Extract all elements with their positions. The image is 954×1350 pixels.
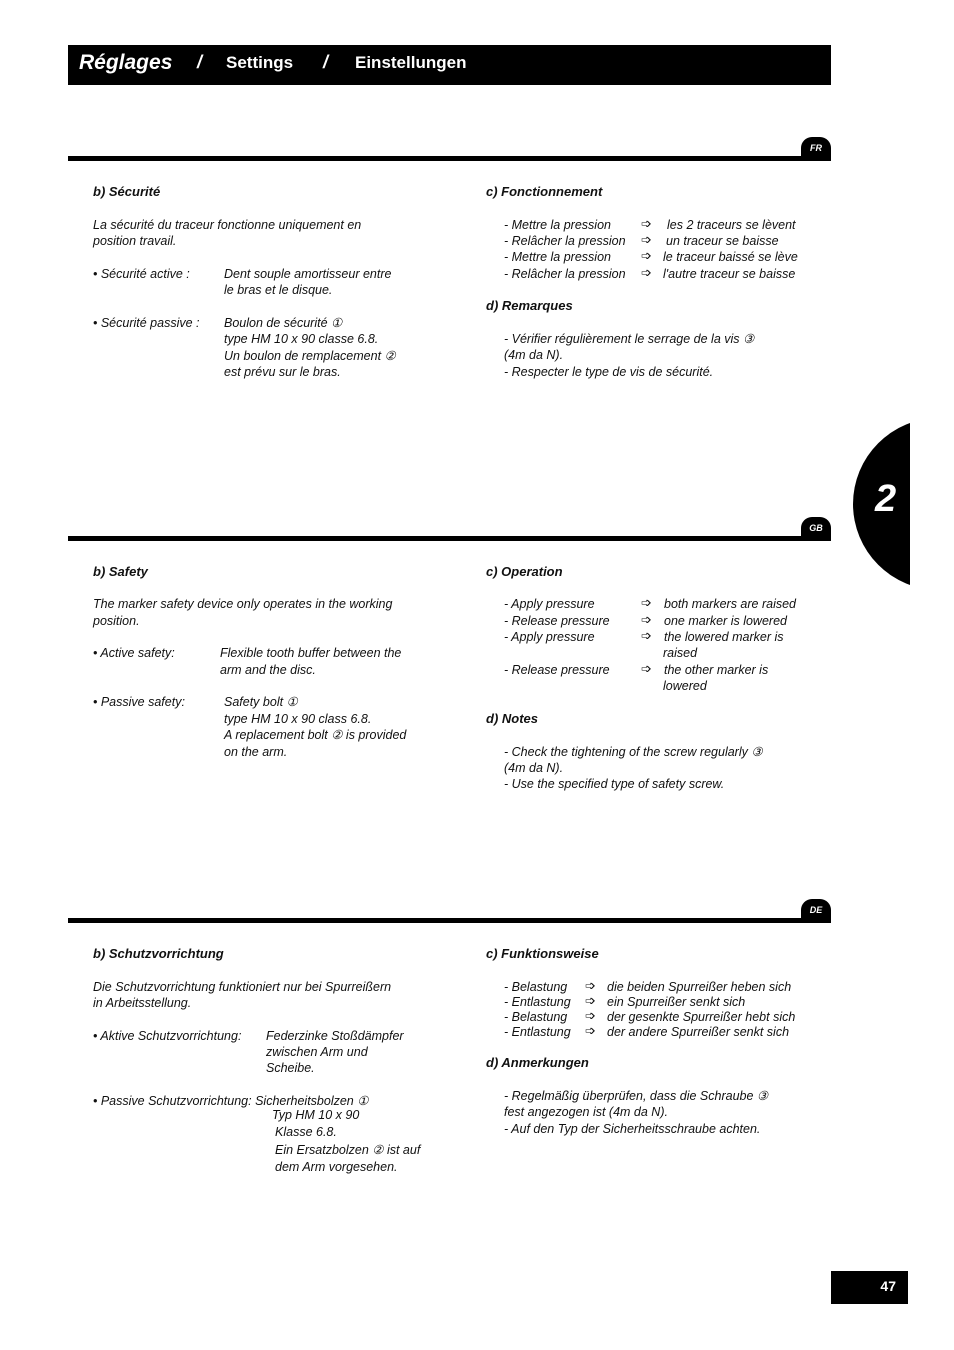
fr-active-desc: le bras et le disque. (224, 283, 333, 297)
header-title-de: Einstellungen (355, 53, 467, 72)
de-active-desc: Federzinke Stoßdämpfer (266, 1029, 404, 1043)
fr-active-desc: Dent souple amortisseur entre (224, 267, 392, 281)
gb-safety-intro: The marker safety device only operates in the working (93, 597, 393, 611)
de-passive-desc: Typ HM 10 x 90 (272, 1108, 360, 1122)
gb-operation-result: both markers are raised (664, 597, 797, 611)
arrow-icon: ➩ (641, 248, 652, 263)
de-function-result: die beiden Spurreißer heben sich (607, 980, 792, 994)
language-tab-de: DE (801, 899, 831, 921)
fr-operation-action: - Mettre la pression (504, 250, 611, 264)
de-passive-label: • Passive Schutzvorrichtung: Sicherheitsbolzen ① (93, 1094, 369, 1108)
chapter-number: 2 (875, 478, 897, 520)
de-function-action: - Entlastung (504, 1025, 571, 1039)
de-function-action: - Entlastung (504, 995, 571, 1009)
header-separator: / (323, 52, 329, 72)
gb-operation-result: raised (663, 646, 698, 660)
header-bar (68, 45, 831, 85)
gb-operation-result: the other marker is (664, 663, 769, 677)
header-title-en: Settings (226, 53, 294, 72)
de-active-desc: Scheibe. (266, 1061, 315, 1075)
gb-note-item: (4m da N). (504, 761, 564, 775)
arrow-icon: ➩ (585, 1008, 596, 1023)
fr-operation-action: - Relâcher la pression (504, 234, 626, 248)
fr-operation-result: le traceur baissé se lève (663, 250, 798, 264)
fr-passive-desc: Boulon de sécurité ① (224, 316, 343, 330)
gb-note-item: - Check the tightening of the screw regularly ③ (504, 745, 763, 759)
fr-remark-item: - Vérifier régulièrement le serrage de la vis ③ (504, 332, 755, 346)
de-function-result: der gesenkte Spurreißer hebt sich (607, 1010, 796, 1024)
gb-note-item: - Use the specified type of safety screw. (504, 777, 725, 791)
fr-operation-result: un traceur se baisse (666, 234, 779, 248)
fr-remark-item: (4m da N). (504, 348, 564, 362)
de-function-action: - Belastung (504, 980, 568, 994)
arrow-icon: ➩ (641, 612, 652, 627)
arrow-icon: ➩ (641, 265, 652, 280)
fr-operation-action: - Mettre la pression (504, 218, 611, 232)
de-function-result: der andere Spurreißer senkt sich (607, 1025, 790, 1039)
fr-operation-result: l'autre traceur se baisse (663, 267, 796, 281)
gb-safety-heading: b) Safety (93, 564, 148, 579)
gb-passive-desc: on the arm. (224, 745, 288, 759)
de-active-desc: zwischen Arm und (266, 1045, 368, 1059)
de-function-result: ein Spurreißer senkt sich (607, 995, 746, 1009)
fr-remarks-heading: d) Remarques (486, 298, 573, 313)
de-remark-item: - Regelmäßig überprüfen, dass die Schraube ③ (504, 1089, 769, 1103)
gb-active-desc: arm and the disc. (220, 663, 316, 677)
gb-operation-action: - Release pressure (504, 614, 610, 628)
header-title-fr: Réglages (79, 51, 173, 74)
section-rule-fr (68, 156, 831, 161)
gb-active-label: • Active safety: (93, 646, 175, 660)
fr-passive-label: • Sécurité passive : (93, 316, 200, 330)
de-remark-item: fest angezogen ist (4m da N). (504, 1105, 668, 1119)
fr-operation-result: les 2 traceurs se lèvent (667, 218, 796, 232)
de-protection-intro: Die Schutzvorrichtung funktioniert nur bei Spurreißern (93, 980, 392, 994)
arrow-icon: ➩ (641, 595, 652, 610)
gb-active-desc: Flexible tooth buffer between the (220, 646, 402, 660)
gb-notes-heading: d) Notes (486, 711, 538, 726)
page-number: 47 (831, 1271, 908, 1304)
de-function-heading: c) Funktionsweise (486, 946, 599, 961)
language-tab-gb: GB (801, 517, 831, 539)
de-passive-desc: Klasse 6.8. (275, 1125, 337, 1139)
gb-operation-heading: c) Operation (486, 564, 563, 579)
arrow-icon: ➩ (585, 978, 596, 993)
gb-operation-result: the lowered marker is (664, 630, 784, 644)
header-separator: / (197, 52, 203, 72)
de-function-action: - Belastung (504, 1010, 568, 1024)
arrow-icon: ➩ (585, 1023, 596, 1038)
gb-passive-desc: type HM 10 x 90 class 6.8. (224, 712, 372, 726)
de-protection-intro: in Arbeitsstellung. (93, 996, 192, 1010)
gb-operation-action: - Apply pressure (504, 597, 595, 611)
gb-operation-result: one marker is lowered (664, 614, 787, 628)
section-rule-de (68, 918, 831, 923)
fr-passive-desc: type HM 10 x 90 classe 6.8. (224, 332, 379, 346)
de-active-label: • Aktive Schutzvorrichtung: (93, 1029, 242, 1043)
arrow-icon: ➩ (641, 232, 652, 247)
fr-active-label: • Sécurité active : (93, 267, 190, 281)
language-tab-fr: FR (801, 137, 831, 159)
fr-operation-action: - Relâcher la pression (504, 267, 626, 281)
fr-security-intro: La sécurité du traceur fonctionne uniquement en (93, 218, 362, 232)
arrow-icon: ➩ (585, 993, 596, 1008)
gb-operation-result: lowered (663, 679, 707, 693)
gb-passive-label: • Passive safety: (93, 695, 185, 709)
arrow-icon: ➩ (641, 661, 652, 676)
fr-operation-heading: c) Fonctionnement (486, 184, 603, 199)
arrow-icon: ➩ (641, 216, 652, 231)
gb-passive-desc: A replacement bolt ② is provided (224, 728, 407, 742)
section-rule-gb (68, 536, 831, 541)
de-remarks-heading: d) Anmerkungen (486, 1055, 589, 1070)
de-passive-desc: Ein Ersatzbolzen ② ist auf (275, 1143, 421, 1157)
fr-security-heading: b) Sécurité (93, 184, 161, 199)
fr-passive-desc: Un boulon de remplacement ② (224, 349, 396, 363)
chapter-tab (853, 418, 910, 590)
gb-passive-desc: Safety bolt ① (224, 695, 298, 709)
de-protection-heading: b) Schutzvorrichtung (93, 946, 224, 961)
gb-safety-intro: position. (93, 614, 140, 628)
de-passive-desc: dem Arm vorgesehen. (275, 1160, 398, 1174)
gb-operation-action: - Release pressure (504, 663, 610, 677)
fr-remark-item: - Respecter le type de vis de sécurité. (504, 365, 714, 379)
de-remark-item: - Auf den Typ der Sicherheitsschraube achten. (504, 1122, 761, 1136)
gb-operation-action: - Apply pressure (504, 630, 595, 644)
fr-passive-desc: est prévu sur le bras. (224, 365, 341, 379)
arrow-icon: ➩ (641, 628, 652, 643)
fr-security-intro: position travail. (93, 234, 177, 248)
